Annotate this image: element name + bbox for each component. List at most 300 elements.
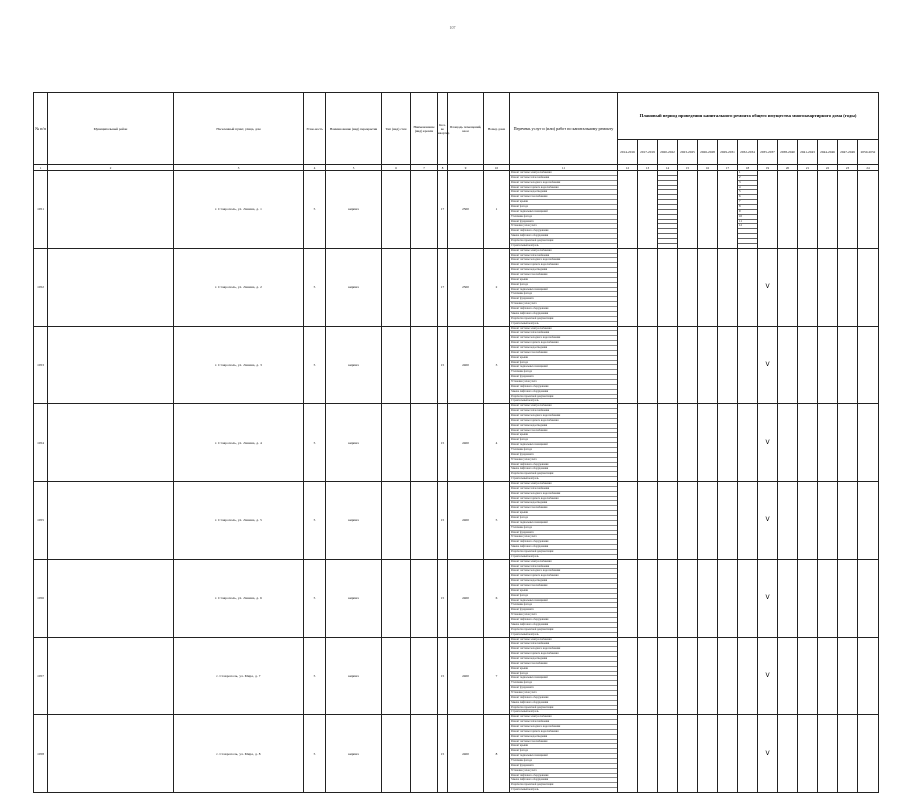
year-cell	[718, 637, 738, 715]
record-num: 1056	[34, 559, 48, 637]
work-item: Ремонт системы горячего водоснабжения	[510, 497, 617, 502]
year-cell	[678, 559, 698, 637]
year-cell	[858, 559, 879, 637]
record-district	[48, 559, 174, 637]
year-cell	[778, 326, 798, 404]
work-item: Ремонт системы холодного водоснабжения	[510, 647, 617, 652]
work-item: Ремонт системы горячего водоснабжения	[510, 419, 617, 424]
page-number: 107	[449, 25, 456, 30]
work-item: Ремонт системы газоснабжения	[510, 351, 617, 356]
year-cell	[798, 482, 818, 560]
year-period-header: 2026-2028	[698, 140, 718, 165]
year-cell	[718, 482, 738, 560]
year-cell	[658, 326, 678, 404]
record-floors: 5	[304, 715, 326, 793]
year-cell	[698, 559, 718, 637]
year-cell	[738, 404, 758, 482]
work-item: Ремонт системы водоотведения	[510, 424, 617, 429]
record-apts: 15	[438, 559, 448, 637]
work-item: Утепление фасада	[510, 526, 617, 531]
year-cell	[838, 171, 858, 249]
column-number: 17	[718, 165, 738, 171]
header-address: Населенный пункт, улица, дом	[174, 93, 304, 165]
year-cell	[798, 715, 818, 793]
year-cell	[738, 171, 758, 249]
table-row	[34, 326, 879, 404]
work-item: Утепление фасада	[510, 292, 617, 297]
work-item: Установка узлов учета	[510, 613, 617, 618]
works-list	[510, 404, 618, 482]
year-cell	[658, 171, 678, 249]
year-subcell: 11	[738, 220, 757, 225]
column-number: 10	[484, 165, 510, 171]
work-item: Строительный контроль	[511, 477, 539, 481]
record-walls	[382, 171, 411, 249]
record-walls	[382, 715, 411, 793]
column-number: 22	[818, 165, 838, 171]
work-item: Разработка проектной документации	[510, 472, 617, 477]
work-item: Ремонт фундамента	[510, 608, 617, 613]
year-subcell: 12	[738, 224, 757, 229]
work-item: Ремонт системы газоснабжения	[510, 506, 617, 511]
year-cell	[858, 637, 879, 715]
header-num: № п/п	[34, 93, 48, 165]
record-apts: 15	[438, 404, 448, 482]
year-cell	[638, 171, 658, 249]
year-period-header: 2044-2046	[818, 140, 838, 165]
record-material: кирпич	[326, 326, 382, 404]
work-item: Замена лифтового оборудования	[510, 778, 617, 783]
record-num: 1052	[34, 248, 48, 326]
work-item: Установка узлов учета	[510, 380, 617, 385]
year-cell	[718, 559, 738, 637]
work-item: Утепление фасада	[510, 681, 617, 686]
work-item: Замена лифтового оборудования	[510, 623, 617, 628]
work-item: Ремонт системы холодного водоснабжения	[510, 336, 617, 341]
year-cell	[698, 404, 718, 482]
year-cell	[618, 326, 638, 404]
work-item: Ремонт системы холодного водоснабжения	[510, 492, 617, 497]
work-item: Ремонт системы газоснабжения	[510, 662, 617, 667]
record-roof	[411, 404, 438, 482]
header-roof: Наименование (вид) кровли	[411, 93, 438, 165]
year-cell	[778, 559, 798, 637]
year-cell	[718, 171, 738, 249]
record-area: 2400	[448, 404, 484, 482]
year-subcell: 4	[738, 186, 757, 191]
work-item: Строительный контроль	[511, 243, 539, 247]
record-floors: 5	[304, 171, 326, 249]
works-list	[510, 715, 618, 793]
header-apts: Кол-во квартир	[438, 93, 448, 165]
work-item: Строительный контроль	[511, 554, 539, 558]
year-cell	[818, 482, 838, 560]
record-address: г. Ставрополь, ул. Ленина, д. 6	[174, 559, 304, 637]
work-item: Замена лифтового оборудования	[510, 312, 617, 317]
column-number: 4	[304, 165, 326, 171]
record-walls	[382, 248, 411, 326]
record-house-no: 2	[484, 248, 510, 326]
period-mark: V	[765, 671, 770, 679]
record-walls	[382, 404, 411, 482]
record-address: г. Ставрополь, ул. Ленина, д. 5	[174, 482, 304, 560]
year-cell	[738, 715, 758, 793]
column-number: 19	[758, 165, 778, 171]
record-area: 2400	[448, 326, 484, 404]
record-floors: 5	[304, 404, 326, 482]
record-address: г. Ставрополь, ул. Ленина, д. 2	[174, 248, 304, 326]
work-item: Ремонт фасада	[510, 361, 617, 366]
year-period-header: 2041-2043	[798, 140, 818, 165]
work-item: Ремонт системы горячего водоснабжения	[510, 186, 617, 191]
work-item: Ремонт крыши	[510, 356, 617, 361]
year-period-header: 2032-2034	[738, 140, 758, 165]
work-item: Ремонт системы горячего водоснабжения	[510, 341, 617, 346]
work-item: Ремонт системы электроснабжения	[510, 482, 617, 487]
work-item: Ремонт системы газоснабжения	[510, 195, 617, 200]
year-cell	[678, 482, 698, 560]
record-address: г. Ставрополь, ул. Мира, д. 8	[174, 715, 304, 793]
record-num: 1054	[34, 404, 48, 482]
record-house-no: 3	[484, 326, 510, 404]
record-floors: 5	[304, 559, 326, 637]
year-period-header: 2050-2052	[858, 140, 879, 165]
work-item: Ремонт системы холодного водоснабжения	[510, 569, 617, 574]
work-item: Ремонт системы газоснабжения	[510, 740, 617, 745]
year-cell	[838, 248, 858, 326]
record-address: г. Ставрополь, ул. Мира, д. 7	[174, 637, 304, 715]
work-item: Замена лифтового оборудования	[510, 234, 617, 239]
record-material: кирпич	[326, 248, 382, 326]
record-apts: 15	[438, 715, 448, 793]
record-area: 2500	[448, 171, 484, 249]
record-district	[48, 404, 174, 482]
work-item: Установка узлов учета	[510, 458, 617, 463]
table-row	[34, 171, 879, 249]
year-subcell	[658, 244, 677, 248]
year-subcell: 1	[738, 171, 757, 176]
work-item: Ремонт лифтового оборудования	[510, 540, 617, 545]
record-apts: 15	[438, 482, 448, 560]
work-item: Строительный контроль	[511, 399, 539, 403]
record-floors: 5	[304, 248, 326, 326]
record-address: г. Ставрополь, ул. Ленина, д. 4	[174, 404, 304, 482]
work-item: Ремонт системы водоотведения	[510, 346, 617, 351]
year-period-header: 2038-2040	[778, 140, 798, 165]
table-row	[34, 482, 879, 560]
year-subcell	[738, 244, 757, 248]
work-item: Разработка проектной документации	[510, 783, 617, 788]
year-cell	[678, 715, 698, 793]
year-subcell: 9	[738, 210, 757, 215]
header-floors: Этаж-ность	[304, 93, 326, 165]
year-cell	[698, 637, 718, 715]
year-cell	[618, 482, 638, 560]
work-item: Ремонт крыши	[510, 667, 617, 672]
year-cell	[818, 171, 838, 249]
work-item: Разработка проектной документации	[510, 550, 617, 555]
column-number: 20	[778, 165, 798, 171]
table-row	[34, 248, 879, 326]
year-cell	[778, 715, 798, 793]
record-roof	[411, 171, 438, 249]
works-list	[510, 326, 618, 404]
column-number: 9	[448, 165, 484, 171]
year-cell	[718, 326, 738, 404]
work-item: Замена лифтового оборудования	[510, 467, 617, 472]
work-item: Разработка проектной документации	[510, 706, 617, 711]
work-item: Ремонт фундамента	[510, 531, 617, 536]
work-item: Ремонт системы теплоснабжения	[510, 409, 617, 414]
column-number: 3	[174, 165, 304, 171]
column-number: 1	[34, 165, 48, 171]
record-district	[48, 637, 174, 715]
year-cell	[818, 326, 838, 404]
year-subcell: 6	[738, 195, 757, 200]
work-item: Ремонт фундамента	[510, 375, 617, 380]
work-item: Ремонт крыши	[510, 744, 617, 749]
year-period-header: 2023-2025	[678, 140, 698, 165]
year-cell	[678, 171, 698, 249]
year-cell	[738, 637, 758, 715]
work-item: Ремонт подвальных помещений	[510, 754, 617, 759]
works-list	[510, 637, 618, 715]
work-item: Ремонт лифтового оборудования	[510, 307, 617, 312]
work-item: Строительный контроль	[511, 632, 539, 636]
record-area: 2400	[448, 637, 484, 715]
column-number: 7	[411, 165, 438, 171]
year-period-header: 2035-2037	[758, 140, 778, 165]
year-cell	[678, 326, 698, 404]
work-item: Ремонт системы водоотведения	[510, 190, 617, 195]
work-item: Ремонт системы водоотведения	[510, 268, 617, 273]
column-number: 5	[326, 165, 382, 171]
record-material: кирпич	[326, 715, 382, 793]
work-item: Утепление фасада	[510, 448, 617, 453]
work-item: Замена лифтового оборудования	[510, 701, 617, 706]
work-item: Ремонт подвальных помещений	[510, 365, 617, 370]
record-num: 1055	[34, 482, 48, 560]
work-item: Ремонт системы теплоснабжения	[510, 642, 617, 647]
work-item: Замена лифтового оборудования	[510, 390, 617, 395]
year-cell	[818, 715, 838, 793]
period-mark: V	[765, 749, 770, 757]
record-house-no: 1	[484, 171, 510, 249]
work-item: Ремонт системы теплоснабжения	[510, 565, 617, 570]
year-subcell: 5	[738, 190, 757, 195]
period-mark: V	[765, 360, 770, 368]
year-cell	[838, 637, 858, 715]
column-number: 2	[48, 165, 174, 171]
record-district	[48, 715, 174, 793]
year-period-header: 2020-2022	[658, 140, 678, 165]
work-item: Установка узлов учета	[510, 224, 617, 229]
work-item: Ремонт системы горячего водоснабжения	[510, 574, 617, 579]
work-item: Ремонт крыши	[510, 511, 617, 516]
year-cell	[678, 248, 698, 326]
record-floors: 5	[304, 326, 326, 404]
record-roof	[411, 326, 438, 404]
year-cell	[718, 404, 738, 482]
record-num: 1051	[34, 171, 48, 249]
period-mark: V	[765, 283, 770, 291]
work-item: Замена лифтового оборудования	[510, 545, 617, 550]
work-item: Ремонт лифтового оборудования	[510, 385, 617, 390]
record-roof	[411, 248, 438, 326]
year-cell	[698, 715, 718, 793]
year-cell	[738, 482, 758, 560]
year-cell	[658, 559, 678, 637]
work-item: Разработка проектной документации	[510, 628, 617, 633]
work-item: Ремонт системы электроснабжения	[510, 171, 617, 176]
header-walls: Тип (вид) стен	[382, 93, 411, 165]
header-year: Номер дома	[484, 93, 510, 165]
record-house-no: 4	[484, 404, 510, 482]
year-cell	[818, 559, 838, 637]
year-subcell: 3	[738, 181, 757, 186]
work-item: Ремонт системы теплоснабжения	[510, 176, 617, 181]
table-row	[34, 404, 879, 482]
record-house-no: 5	[484, 482, 510, 560]
work-item: Ремонт системы горячего водоснабжения	[510, 652, 617, 657]
year-cell	[858, 171, 879, 249]
year-cell	[638, 715, 658, 793]
year-cell	[658, 248, 678, 326]
record-walls	[382, 482, 411, 560]
work-item: Строительный контроль	[511, 788, 539, 792]
record-district	[48, 482, 174, 560]
year-cell	[838, 715, 858, 793]
work-item: Ремонт подвальных помещений	[510, 676, 617, 681]
record-material: кирпич	[326, 482, 382, 560]
year-cell	[838, 326, 858, 404]
work-item: Ремонт фасада	[510, 438, 617, 443]
year-cell	[638, 482, 658, 560]
year-cell	[858, 326, 879, 404]
record-apts: 17	[438, 248, 448, 326]
work-item: Утепление фасада	[510, 603, 617, 608]
work-item: Ремонт подвальных помещений	[510, 443, 617, 448]
year-cell	[758, 715, 778, 793]
year-cell	[798, 559, 818, 637]
work-item: Ремонт системы электроснабжения	[510, 327, 617, 332]
record-address: г. Ставрополь, ул. Ленина, д. 1	[174, 171, 304, 249]
year-cell	[818, 637, 838, 715]
year-cell	[638, 559, 658, 637]
work-item: Ремонт системы холодного водоснабжения	[510, 725, 617, 730]
year-cell	[858, 482, 879, 560]
work-item: Разработка проектной документации	[510, 395, 617, 400]
work-item: Ремонт фасада	[510, 594, 617, 599]
record-area: 2400	[448, 482, 484, 560]
year-cell	[838, 482, 858, 560]
column-number: 8	[438, 165, 448, 171]
work-item: Ремонт фундамента	[510, 764, 617, 769]
record-walls	[382, 559, 411, 637]
year-cell	[658, 637, 678, 715]
work-item: Ремонт системы газоснабжения	[510, 429, 617, 434]
year-cell	[638, 637, 658, 715]
column-number: 14	[658, 165, 678, 171]
work-item: Ремонт лифтового оборудования	[510, 618, 617, 623]
year-cell	[758, 637, 778, 715]
work-item: Ремонт системы водоотведения	[510, 657, 617, 662]
work-item: Ремонт системы холодного водоснабжения	[510, 414, 617, 419]
year-subcell: 7	[738, 200, 757, 205]
year-cell	[658, 715, 678, 793]
year-cell	[858, 248, 879, 326]
work-item: Ремонт фундамента	[510, 220, 617, 225]
work-item: Ремонт системы электроснабжения	[510, 404, 617, 409]
year-cell	[758, 404, 778, 482]
year-cell	[778, 171, 798, 249]
record-apts: 17	[438, 171, 448, 249]
column-number: 21	[798, 165, 818, 171]
record-apts: 15	[438, 326, 448, 404]
year-cell	[618, 248, 638, 326]
year-cell	[778, 248, 798, 326]
work-item: Ремонт системы газоснабжения	[510, 273, 617, 278]
work-item: Ремонт крыши	[510, 589, 617, 594]
year-cell	[778, 637, 798, 715]
work-item: Ремонт системы холодного водоснабжения	[510, 181, 617, 186]
year-cell	[718, 248, 738, 326]
record-district	[48, 326, 174, 404]
period-mark: V	[765, 516, 770, 524]
year-cell	[738, 559, 758, 637]
year-cell	[618, 715, 638, 793]
record-walls	[382, 637, 411, 715]
column-number: 11	[510, 165, 618, 171]
table-row	[34, 637, 879, 715]
work-item: Ремонт системы электроснабжения	[510, 715, 617, 720]
column-number: 16	[698, 165, 718, 171]
year-cell	[798, 326, 818, 404]
record-house-no: 8	[484, 715, 510, 793]
year-cell	[798, 248, 818, 326]
year-period-header: 2029-2031	[718, 140, 738, 165]
work-item: Ремонт фасада	[510, 283, 617, 288]
year-cell	[778, 404, 798, 482]
year-cell	[798, 637, 818, 715]
record-house-no: 7	[484, 637, 510, 715]
year-cell	[858, 715, 879, 793]
header-period: Плановый период проведения капитального ремонта общего имущества многоквартирного дома (годы)	[618, 93, 879, 140]
header-overlap: Наименование (вид) перекрытия	[326, 93, 382, 165]
record-num: 1053	[34, 326, 48, 404]
year-cell	[698, 482, 718, 560]
year-cell	[638, 248, 658, 326]
work-item: Ремонт системы горячего водоснабжения	[510, 730, 617, 735]
year-cell	[758, 171, 778, 249]
year-cell	[718, 715, 738, 793]
record-material: кирпич	[326, 637, 382, 715]
work-item: Установка узлов учета	[510, 302, 617, 307]
column-number: 18	[738, 165, 758, 171]
year-cell	[758, 248, 778, 326]
year-period-header: 2017-2019	[638, 140, 658, 165]
work-item: Ремонт фундамента	[510, 686, 617, 691]
record-roof	[411, 715, 438, 793]
works-list	[510, 482, 618, 560]
work-item: Ремонт системы теплоснабжения	[510, 487, 617, 492]
period-mark: V	[765, 594, 770, 602]
work-item: Ремонт системы водоотведения	[510, 579, 617, 584]
record-material: кирпич	[326, 404, 382, 482]
year-subcell: 10	[738, 215, 757, 220]
work-item: Ремонт крыши	[510, 433, 617, 438]
year-cell	[758, 326, 778, 404]
